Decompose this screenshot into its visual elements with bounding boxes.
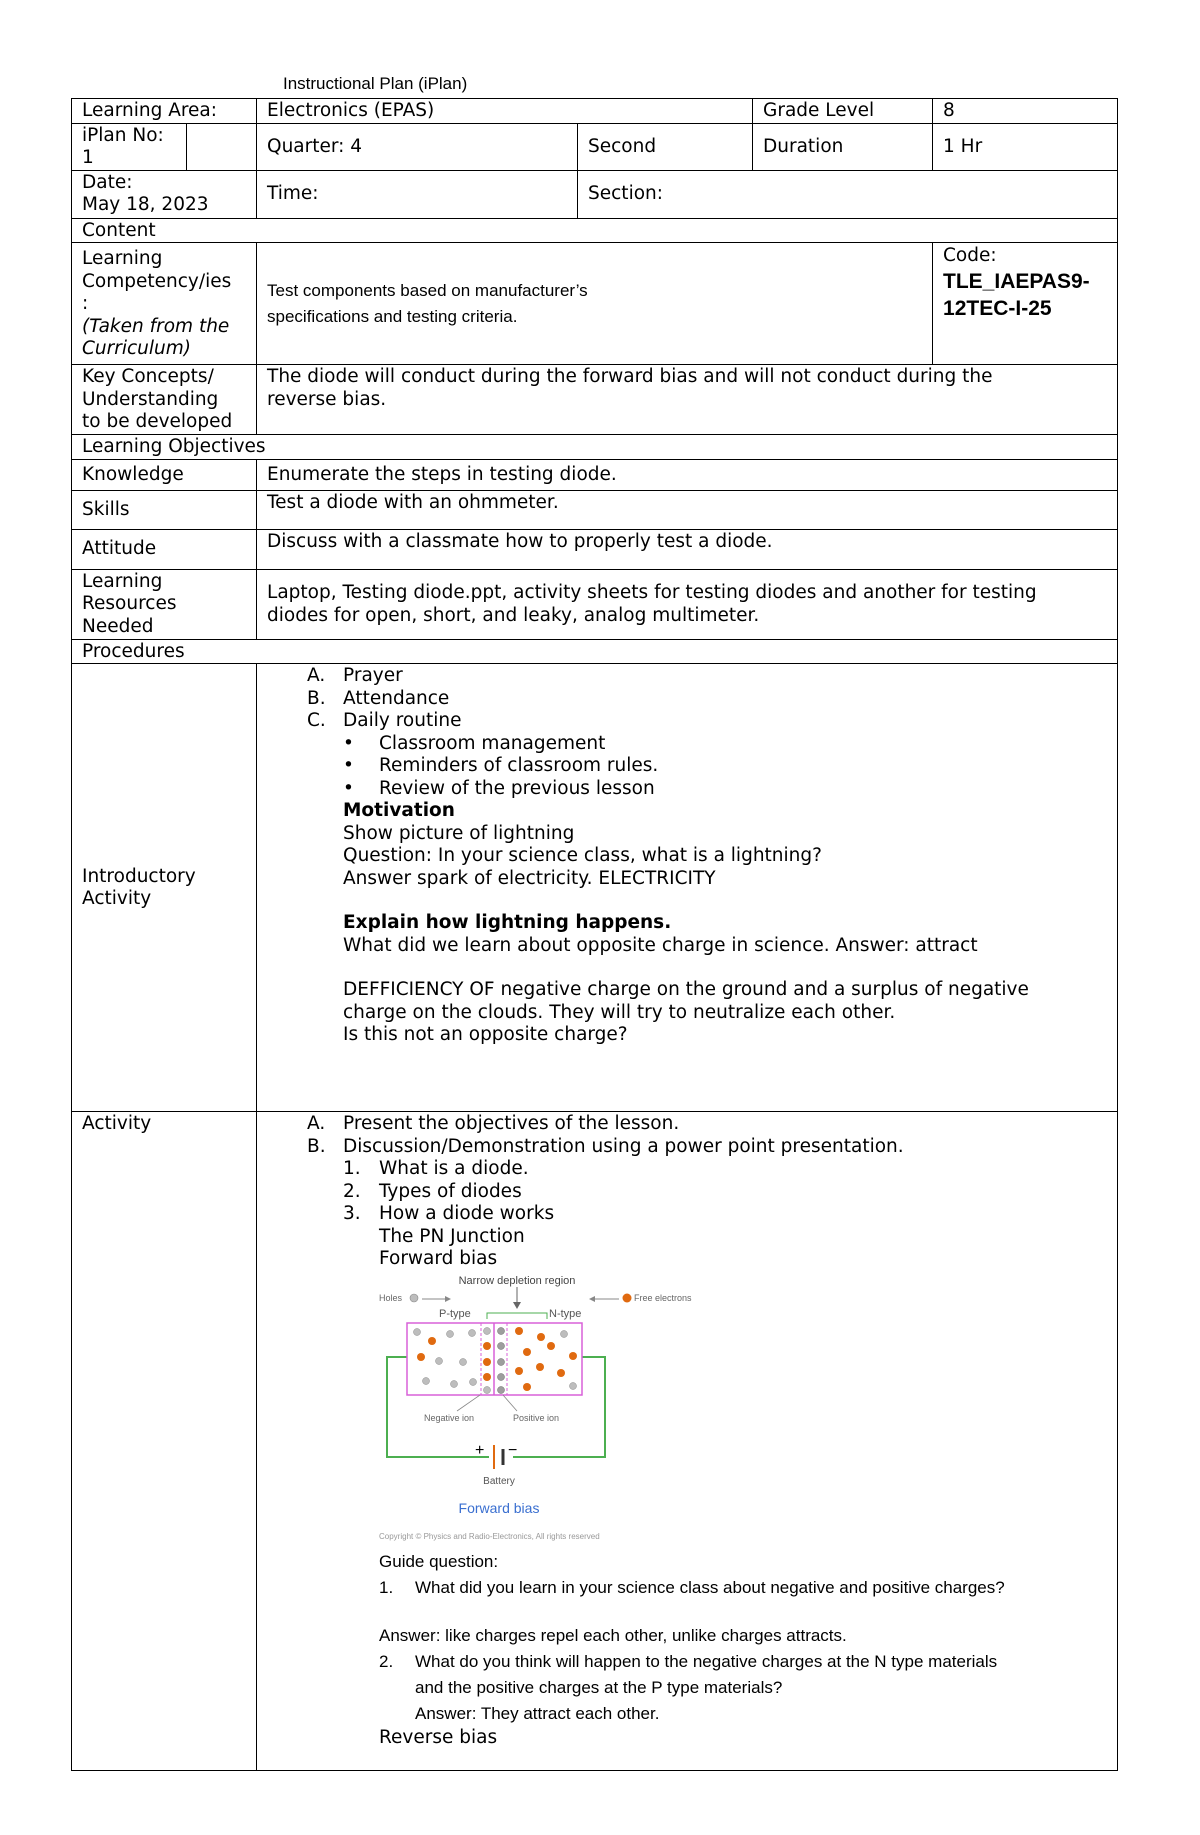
guide-answer-2: Answer: They attract each other. bbox=[415, 1703, 660, 1723]
intro-bullet-2-text: Reminders of classroom rules. bbox=[379, 755, 659, 776]
hole-icon bbox=[460, 1358, 467, 1365]
electron-legend-icon bbox=[623, 1293, 632, 1302]
activity-num-2 bbox=[343, 1180, 1107, 1204]
positive-ion-label: Positive ion bbox=[513, 1412, 560, 1423]
row-date bbox=[72, 170, 1118, 218]
hole-legend-icon bbox=[410, 1294, 418, 1302]
duration-label: Duration bbox=[753, 123, 933, 170]
electron-icon bbox=[547, 1342, 555, 1350]
guide-q1-text: What did you learn in your science class about negative and positive charges? bbox=[415, 1577, 1005, 1597]
second-cell: Second bbox=[578, 123, 753, 170]
motivation-line-2: Question: In your science class, what is a lightning? bbox=[343, 845, 822, 866]
intro-label-cell bbox=[72, 664, 257, 1112]
key-concepts-label-cell bbox=[72, 365, 257, 435]
duration-value: 1 Hr bbox=[933, 123, 1118, 170]
row-skills bbox=[72, 490, 1118, 529]
spacer bbox=[379, 1601, 1107, 1623]
guide-answer-1: Answer: like charges repel each other, unlike charges attracts. bbox=[379, 1625, 847, 1645]
holes-arrow-icon bbox=[445, 1296, 451, 1302]
learning-area-label: Learning Area: bbox=[72, 99, 257, 124]
iplan-table bbox=[71, 98, 1118, 1771]
resources-label-3: Needed bbox=[82, 615, 154, 637]
guide-question-2 bbox=[379, 1649, 1107, 1727]
intro-item-b-text: Attendance bbox=[343, 687, 450, 709]
row-content bbox=[72, 218, 1118, 243]
resources-label-2: Resources bbox=[82, 593, 177, 614]
activity-item-a bbox=[307, 1113, 1107, 1136]
guide-question-1 bbox=[379, 1575, 1107, 1601]
battery-minus-icon: − bbox=[508, 1441, 518, 1459]
code-value-2: 12TEC-I-25 bbox=[943, 296, 1052, 320]
resources-text-cell bbox=[257, 569, 1118, 639]
activity-num-1-marker: 1. bbox=[343, 1158, 361, 1179]
grade-level-label: Grade Level bbox=[753, 99, 933, 124]
resources-label-1: Learning bbox=[82, 570, 163, 592]
row-resources bbox=[72, 569, 1118, 639]
explain-line-1: What did we learn about opposite charge in science. Answer: attract bbox=[343, 934, 978, 956]
battery-plus-icon: + bbox=[475, 1441, 485, 1459]
activity-numbered bbox=[343, 1158, 1107, 1749]
electron-icon bbox=[523, 1348, 531, 1356]
activity-item-b-text: Discussion/Demonstration using a power point presentation. bbox=[343, 1135, 904, 1157]
competency-label-4: (Taken from the bbox=[82, 315, 230, 337]
code-label: Code: bbox=[943, 245, 997, 266]
n-type-label: N-type bbox=[549, 1307, 582, 1320]
date-label: Date: bbox=[82, 171, 133, 193]
resources-label-cell bbox=[72, 569, 257, 639]
electron-icon bbox=[428, 1337, 436, 1345]
intro-item-c-text: Daily routine bbox=[343, 710, 462, 731]
key-concepts-label-2: Understanding bbox=[82, 388, 219, 410]
hole-icon bbox=[469, 1329, 476, 1336]
row-objectives bbox=[72, 435, 1118, 460]
holes-label: Holes bbox=[379, 1292, 403, 1303]
iplan-no-cell bbox=[72, 123, 187, 170]
electron-icon bbox=[483, 1342, 491, 1350]
electron-icon bbox=[483, 1358, 491, 1366]
activity-label-cell: Activity bbox=[72, 1112, 257, 1771]
hole-icon bbox=[414, 1328, 421, 1335]
code-value-1: TLE_IAEPAS9- bbox=[943, 269, 1090, 293]
hole-icon bbox=[451, 1380, 458, 1387]
competency-label-cell bbox=[72, 243, 257, 365]
electron-icon bbox=[537, 1333, 545, 1341]
row-procedures bbox=[72, 639, 1118, 664]
positive-ion-icon bbox=[498, 1327, 505, 1334]
p-type-label: P-type bbox=[439, 1307, 471, 1320]
content-heading: Content bbox=[72, 218, 1118, 243]
motivation-line-3: Answer spark of electricity. ELECTRICITY bbox=[343, 867, 716, 889]
electron-icon bbox=[536, 1363, 544, 1371]
intro-bullet-1-text: Classroom management bbox=[379, 732, 606, 754]
competency-label-5: Curriculum) bbox=[82, 338, 191, 359]
skills-label: Skills bbox=[72, 490, 257, 529]
intro-bullet-3 bbox=[343, 777, 1107, 801]
guide-q2-marker: 2. bbox=[379, 1651, 394, 1671]
forward-bias-label: Forward bias bbox=[379, 1248, 498, 1269]
intro-bullet-2 bbox=[343, 755, 1107, 778]
row-attitude bbox=[72, 529, 1118, 569]
competency-text-2: specifications and testing criteria. bbox=[267, 307, 518, 326]
learning-area-value: Electronics (EPAS) bbox=[257, 99, 753, 124]
row-learning-area bbox=[72, 99, 1118, 124]
guide-q2-line-2: and the positive charges at the P type materials? bbox=[415, 1677, 783, 1697]
intro-bullet-1 bbox=[343, 732, 1107, 756]
positive-ion-icon bbox=[498, 1386, 505, 1393]
competency-text-1: Test components based on manufacturer’s bbox=[267, 281, 588, 300]
deficiency-line-2: charge on the clouds. They will try to neutralize each other. bbox=[343, 1001, 896, 1023]
activity-content-cell bbox=[257, 1112, 1118, 1771]
iplan-no-label: iPlan No: bbox=[82, 124, 164, 146]
deficiency-line-1: DEFFICIENCY OF negative charge on the ground and a surplus of negative bbox=[343, 979, 1029, 1000]
activity-num-1 bbox=[343, 1158, 1107, 1181]
hole-icon bbox=[570, 1382, 577, 1389]
activity-num-3-text: How a diode works bbox=[379, 1203, 555, 1224]
free-electrons-label: Free electrons bbox=[634, 1292, 692, 1303]
positive-ion-pointer bbox=[503, 1395, 517, 1411]
guide-q2-line-1: What do you think will happen to the negative charges at the N type materials bbox=[415, 1651, 998, 1671]
negative-ion-label: Negative ion bbox=[424, 1412, 475, 1423]
hole-icon bbox=[484, 1327, 491, 1334]
electron-icon bbox=[569, 1352, 577, 1360]
competency-text-cell bbox=[257, 243, 933, 365]
resources-text-2: diodes for open, short, and leaky, analog multimeter. bbox=[267, 604, 760, 626]
depletion-bracket bbox=[487, 1313, 547, 1319]
time-cell: Time: bbox=[257, 170, 578, 218]
intro-content-cell bbox=[257, 664, 1118, 1112]
competency-label-2: Competency/ies bbox=[82, 270, 232, 292]
hole-icon bbox=[484, 1386, 491, 1393]
electrons-arrow-icon bbox=[589, 1296, 595, 1302]
objectives-heading: Learning Objectives bbox=[72, 435, 1118, 460]
key-concepts-label-1: Key Concepts/ bbox=[82, 366, 214, 387]
grade-level-value: 8 bbox=[933, 99, 1118, 124]
skills-text: Test a diode with an ohmmeter. bbox=[257, 490, 1118, 529]
positive-ion-icon bbox=[498, 1373, 505, 1380]
intro-label-1: Introductory bbox=[82, 865, 196, 887]
competency-label-3: : bbox=[82, 293, 89, 314]
row-knowledge bbox=[72, 459, 1118, 490]
competency-label-1: Learning bbox=[82, 248, 163, 269]
electron-icon bbox=[557, 1369, 565, 1377]
date-cell bbox=[72, 170, 257, 218]
forward-bias-diagram bbox=[377, 1273, 697, 1549]
guide-question-heading: Guide question: bbox=[379, 1551, 499, 1571]
intro-item-a-text: Prayer bbox=[343, 665, 403, 686]
activity-num-2-text: Types of diodes bbox=[379, 1180, 522, 1202]
resources-text-1: Laptop, Testing diode.ppt, activity sheets for testing diodes and another for testing bbox=[267, 582, 1037, 603]
knowledge-label: Knowledge bbox=[72, 459, 257, 490]
bullet-icon: • bbox=[343, 777, 354, 799]
battery-label: Battery bbox=[483, 1475, 515, 1487]
attitude-text: Discuss with a classmate how to properly test a diode. bbox=[257, 529, 1118, 569]
activity-num-1-text: What is a diode. bbox=[379, 1158, 529, 1179]
document-title: Instructional Plan (iPlan) bbox=[283, 74, 468, 93]
intro-bullets bbox=[343, 733, 1107, 801]
iplan-no-value: 1 bbox=[82, 147, 94, 168]
iplan-empty-cell bbox=[187, 123, 257, 170]
row-key-concepts bbox=[72, 365, 1118, 435]
diagram-caption: Forward bias bbox=[458, 1499, 540, 1516]
deficiency-line-3: Is this not an opposite charge? bbox=[343, 1024, 628, 1045]
positive-ion-icon bbox=[498, 1342, 505, 1349]
knowledge-text: Enumerate the steps in testing diode. bbox=[257, 459, 1118, 490]
electron-icon bbox=[515, 1367, 523, 1375]
intro-item-b-marker: B. bbox=[307, 687, 326, 709]
negative-ion-pointer bbox=[457, 1395, 480, 1411]
activity-num-3-marker: 3. bbox=[343, 1203, 361, 1224]
attitude-label: Attitude bbox=[72, 529, 257, 569]
hole-icon bbox=[447, 1330, 454, 1337]
spacer bbox=[343, 890, 1107, 912]
diagram-copyright: Copyright © Physics and Radio-Electronics, All rights reserved bbox=[379, 1531, 600, 1541]
electron-icon bbox=[515, 1327, 523, 1335]
intro-bullet-3-text: Review of the previous lesson bbox=[379, 777, 655, 799]
spacer bbox=[343, 957, 1107, 979]
narrow-depletion-label: Narrow depletion region bbox=[458, 1274, 576, 1287]
intro-item-a-marker: A. bbox=[307, 665, 326, 686]
depletion-arrow-icon bbox=[513, 1302, 521, 1309]
key-concepts-text-1: The diode will conduct during the forward bias and will not conduct during the bbox=[267, 366, 993, 387]
row-competency bbox=[72, 243, 1118, 365]
date-value: May 18, 2023 bbox=[82, 194, 209, 215]
key-concepts-label-3: to be developed bbox=[82, 411, 233, 432]
row-activity bbox=[72, 1112, 1118, 1771]
motivation-line-1: Show picture of lightning bbox=[343, 822, 575, 844]
electron-icon bbox=[523, 1383, 531, 1391]
activity-num-2-marker: 2. bbox=[343, 1180, 361, 1202]
quarter-cell: Quarter: 4 bbox=[257, 123, 578, 170]
hole-icon bbox=[423, 1377, 430, 1384]
guide-q1-marker: 1. bbox=[379, 1577, 394, 1597]
intro-item-c-marker: C. bbox=[307, 710, 326, 731]
hole-icon bbox=[470, 1378, 477, 1385]
row-iplan bbox=[72, 123, 1118, 170]
electron-icon bbox=[417, 1353, 425, 1361]
activity-item-b-marker: B. bbox=[307, 1135, 326, 1157]
intro-item-a bbox=[307, 665, 1107, 688]
bullet-icon: • bbox=[343, 732, 354, 754]
explain-heading: Explain how lightning happens. bbox=[343, 912, 672, 933]
hole-icon bbox=[561, 1330, 568, 1337]
intro-item-b bbox=[307, 687, 1107, 711]
electron-icon bbox=[483, 1373, 491, 1381]
procedures-heading: Procedures bbox=[72, 639, 1118, 664]
key-concepts-text-cell bbox=[257, 365, 1118, 435]
intro-label-2: Activity bbox=[82, 888, 152, 909]
section-cell: Section: bbox=[578, 170, 1118, 218]
activity-item-a-text: Present the objectives of the lesson. bbox=[343, 1113, 680, 1134]
activity-num-3 bbox=[343, 1203, 1107, 1226]
code-cell bbox=[933, 243, 1118, 365]
bullet-icon: • bbox=[343, 755, 354, 776]
activity-item-a-marker: A. bbox=[307, 1113, 326, 1134]
activity-item-b bbox=[307, 1135, 1107, 1159]
positive-ion-icon bbox=[498, 1358, 505, 1365]
pn-junction-label: The PN Junction bbox=[379, 1225, 525, 1247]
key-concepts-text-2: reverse bias. bbox=[267, 388, 387, 410]
motivation-heading: Motivation bbox=[343, 800, 455, 821]
intro-item-c bbox=[307, 710, 1107, 733]
row-introductory bbox=[72, 664, 1118, 1112]
hole-icon bbox=[436, 1357, 443, 1364]
reverse-bias-label: Reverse bias bbox=[379, 1726, 498, 1748]
